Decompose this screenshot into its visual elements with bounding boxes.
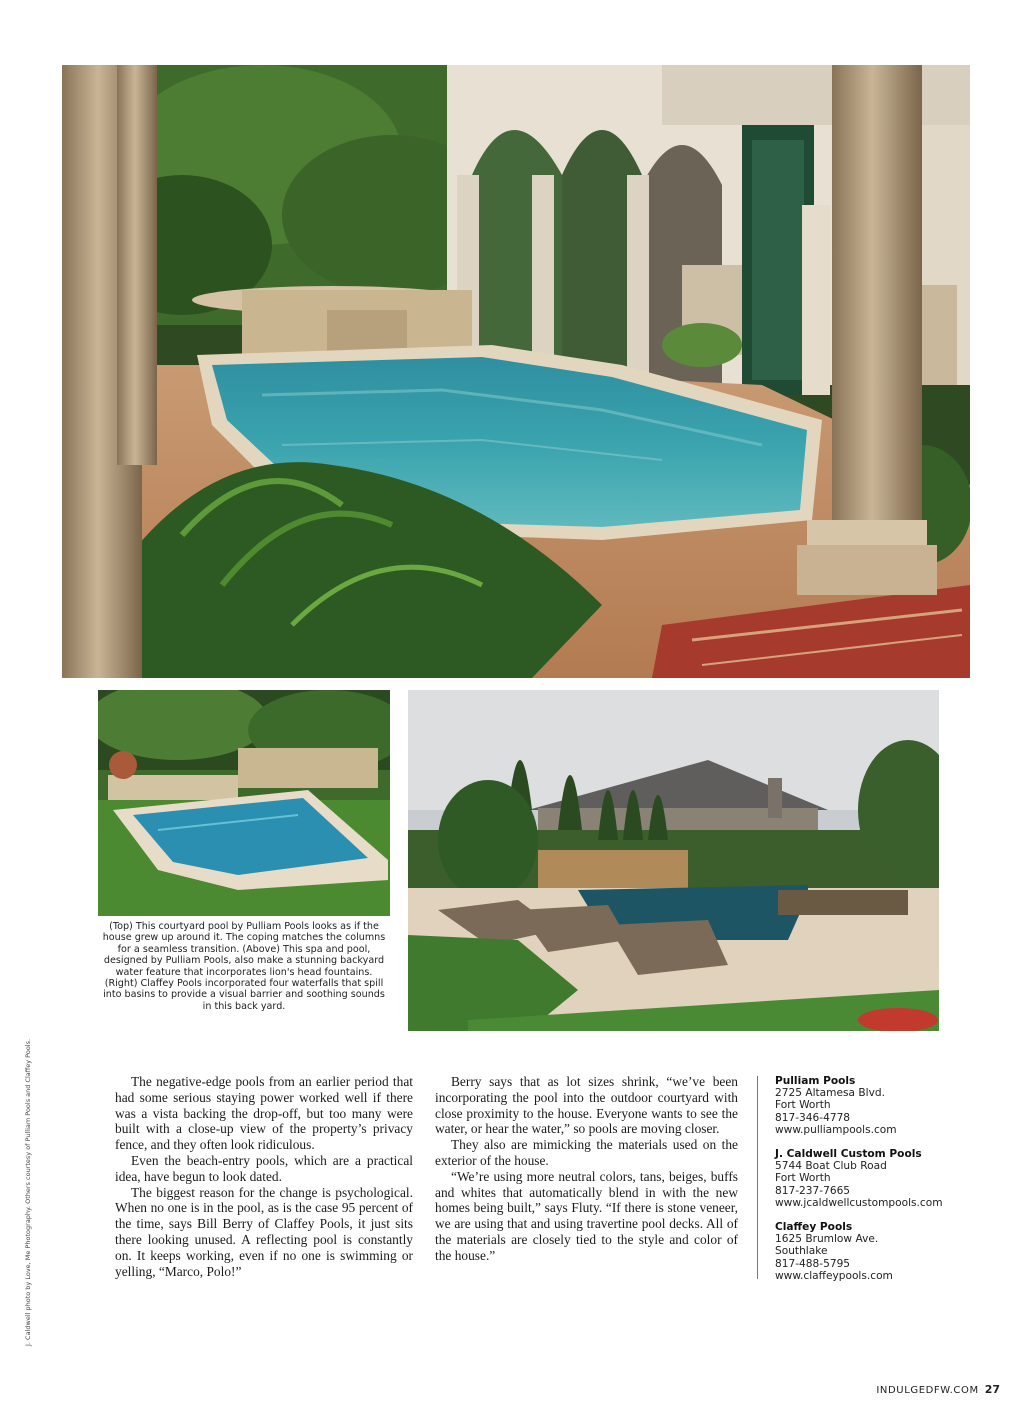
resource-name: Claffey Pools [775,1221,853,1234]
resource-website: www.claffeypools.com [775,1269,893,1282]
page-number: 27 [984,1383,1000,1396]
resource-website: www.pulliampools.com [775,1123,897,1136]
article-paragraph: The biggest reason for the change is psychological. When no one is in the pool, as is the case 95 percent of the time, says Bill Berry of Claffey Pools, it just sits there looking unused. A reflecting pool is constantly on. It keeps working, even if no one is swimming or yelling, “Marco, Polo!” [115,1184,413,1279]
resource-name: Pulliam Pools [775,1075,856,1087]
resource-city: Fort Worth [775,1172,831,1185]
resource-phone: 817-346-4778 [775,1111,851,1124]
resource-address: 1625 Brumlow Ave. [775,1233,879,1246]
sidebar-divider [757,1076,758,1279]
site-name: INDULGEDFW.COM [876,1385,979,1396]
resource-entry [775,1148,975,1209]
resource-phone: 817-488-5795 [775,1257,851,1270]
resource-phone: 817-237-7665 [775,1184,851,1197]
article-paragraph: The negative-edge pools from an earlier period that had some serious staying power worked well if there was a vista backing the drop-off, but too many were built with a close-up view of the property’s privacy fence, and they often look ridiculous. [115,1074,413,1153]
article-column-1 [115,1074,413,1279]
resource-entry [775,1221,975,1282]
article-paragraph: Even the beach-entry pools, which are a practical idea, have begun to look dated. [115,1152,413,1184]
photo-courtyard-pool [62,65,970,678]
resource-entry [775,1075,975,1136]
article-paragraph: Berry says that as lot sizes shrink, “we’ve been incorporating the pool into the outdoor courtyard with close proximity to the house. Everyone wants to see the water, or hear the water,” so pools are moving closer. [435,1074,738,1137]
resource-city: Fort Worth [775,1099,831,1112]
photo-caption: (Top) This courtyard pool by Pulliam Pools looks as if the house grew up around it. The coping matches the columns for a seamless transition. (Above) This spa and pool, designed by Pulliam Pools, also make a stunning backyard water feature that incorporates lion's head fountains. (Right) Claffey Pools incorporated four waterfalls that spill into basins to provide a visual barrier and soothing sounds in this back yard. [102,921,386,1012]
resource-address: 5744 Boat Club Road [775,1160,887,1173]
article-paragraph: They also are mimicking the materials used on the exterior of the house. [435,1137,738,1168]
article-column-2 [435,1074,738,1264]
article-paragraph: “We’re using more neutral colors, tans, beiges, buffs and whites that automatically blend in with the new homes being built,” says Fluty. “If there is stone veneer, we are using that and using travertine pool decks. All of the materials are closely tied to the style and color of the house.” [435,1168,738,1263]
resource-address: 2725 Altamesa Blvd. [775,1087,885,1100]
photo-spa-pool [98,690,390,916]
resource-sidebar [775,1075,975,1294]
photo-waterfall-pool [408,690,939,1031]
resource-name: J. Caldwell Custom Pools [775,1148,922,1161]
photo-credit: J. Caldwell photo by Love, Me Photography. Others courtesy of Pulliam Pools and Claffey Pools. [24,1038,32,1346]
page-footer [876,1383,1000,1396]
resource-website: www.jcaldwellcustompools.com [775,1196,943,1209]
resource-city: Southlake [775,1245,828,1258]
